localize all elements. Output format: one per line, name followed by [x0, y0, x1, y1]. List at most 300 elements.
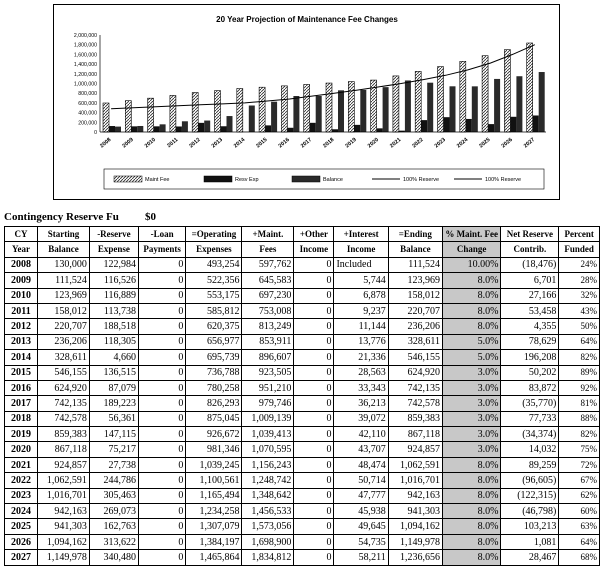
bar-resv-exp	[510, 117, 516, 132]
table-cell: (18,476)	[501, 257, 559, 272]
table-cell: 1,016,701	[38, 488, 90, 503]
table-cell: 130,000	[38, 257, 90, 272]
bar-balance	[516, 76, 522, 132]
bar-balance	[360, 90, 366, 132]
table-cell: 27,738	[89, 457, 138, 472]
bar-resv-exp	[265, 125, 271, 132]
table-cell: 4,660	[89, 350, 138, 365]
table-cell: 21,336	[334, 350, 388, 365]
header-top-10: Net Reserve	[501, 227, 559, 242]
table-cell: 0	[138, 334, 185, 349]
bar-balance	[204, 121, 210, 132]
legend-swatch	[204, 176, 232, 182]
table-cell: 54,735	[334, 534, 388, 549]
table-cell: 42,110	[334, 427, 388, 442]
bar-resv-exp	[198, 123, 204, 132]
x-tick-label: 2020	[367, 137, 380, 149]
bar-resv-exp	[310, 123, 316, 132]
header-bottom-6: Income	[294, 242, 334, 257]
table-cell: (96,605)	[501, 473, 559, 488]
table-cell: 196,208	[501, 350, 559, 365]
table-cell: 736,788	[186, 365, 242, 380]
bar-balance	[182, 121, 188, 132]
table-cell: 220,707	[388, 303, 442, 318]
table-cell: 742,578	[388, 396, 442, 411]
header-top-0: CY	[5, 227, 38, 242]
table-cell: 0	[294, 473, 334, 488]
table-cell: 1,234,258	[186, 504, 242, 519]
x-tick-label: 2015	[255, 137, 268, 149]
bar-resv-exp	[533, 115, 539, 132]
table-cell: 92%	[559, 380, 600, 395]
contingency-value: $0	[145, 211, 156, 223]
table-cell: 597,762	[242, 257, 294, 272]
bar-maint-fee	[326, 83, 332, 132]
header-bottom-10: Contrib.	[501, 242, 559, 257]
table-cell: 188,518	[89, 319, 138, 334]
table-cell: 64%	[559, 534, 600, 549]
y-tick-label: 1,400,000	[74, 62, 97, 68]
table-cell: 3.0%	[442, 380, 500, 395]
table-cell: 0	[138, 365, 185, 380]
table-cell: 340,480	[89, 550, 138, 565]
y-tick-label: 1,600,000	[74, 52, 97, 58]
table-cell: 82%	[559, 427, 600, 442]
table-cell: 28,563	[334, 365, 388, 380]
table-cell: 0	[294, 550, 334, 565]
table-cell: 1,062,591	[388, 457, 442, 472]
bar-maint-fee	[482, 56, 488, 132]
header-bottom-4: Expenses	[186, 242, 242, 257]
bar-balance	[494, 79, 500, 132]
bar-balance	[405, 80, 411, 132]
table-cell: 2011	[5, 303, 38, 318]
table-cell: 328,611	[38, 350, 90, 365]
table-cell: 162,763	[89, 519, 138, 534]
table-cell: 8.0%	[442, 288, 500, 303]
table-cell: 1,307,079	[186, 519, 242, 534]
table-cell: 522,356	[186, 273, 242, 288]
table-cell: 1,070,595	[242, 442, 294, 457]
table-cell: 0	[294, 273, 334, 288]
bar-balance	[115, 127, 121, 132]
table-cell: 1,081	[501, 534, 559, 549]
table-cell: 0	[138, 257, 185, 272]
table-cell: 924,857	[388, 442, 442, 457]
table-cell: 859,383	[38, 427, 90, 442]
x-tick-label: 2018	[322, 137, 335, 149]
header-top-9: % Maint. Fee	[442, 227, 500, 242]
table-cell: 6,878	[334, 288, 388, 303]
table-cell: 1,100,561	[186, 473, 242, 488]
table-cell: 78,629	[501, 334, 559, 349]
table-cell: 45,938	[334, 504, 388, 519]
table-cell: 859,383	[388, 411, 442, 426]
table-cell: 0	[138, 488, 185, 503]
header-top-11: Percent	[559, 227, 600, 242]
table-cell: 0	[294, 504, 334, 519]
table-cell: 0	[294, 488, 334, 503]
table-cell: 981,346	[186, 442, 242, 457]
bar-maint-fee	[281, 86, 287, 132]
table-cell: 0	[294, 411, 334, 426]
table-cell: 742,135	[38, 396, 90, 411]
table-cell: 5.0%	[442, 350, 500, 365]
table-row	[5, 550, 600, 565]
table-row	[5, 396, 600, 411]
x-tick-label: 2017	[300, 137, 313, 149]
table-cell: 48,474	[334, 457, 388, 472]
table-cell: 2022	[5, 473, 38, 488]
table-cell: 269,073	[89, 504, 138, 519]
table-cell: 0	[138, 273, 185, 288]
y-tick-label: 400,000	[78, 111, 97, 117]
table-cell: 1,573,056	[242, 519, 294, 534]
table-row	[5, 319, 600, 334]
table-cell: 951,210	[242, 380, 294, 395]
table-cell: 4,355	[501, 319, 559, 334]
table-cell: 1,149,978	[38, 550, 90, 565]
table-cell: 0	[294, 534, 334, 549]
table-cell: (46,798)	[501, 504, 559, 519]
legend-label: Maint Fee	[145, 177, 169, 183]
table-row	[5, 473, 600, 488]
bar-resv-exp	[377, 128, 383, 132]
table-cell: Included	[334, 257, 388, 272]
x-tick-label: 2014	[233, 136, 247, 149]
bar-balance	[539, 72, 545, 132]
x-tick-label: 2027	[523, 137, 536, 149]
table-cell: 32%	[559, 288, 600, 303]
header-bottom-11: Funded	[559, 242, 600, 257]
chart-title: 20 Year Projection of Maintenance Fee Changes	[216, 15, 398, 24]
table-cell: 89%	[559, 365, 600, 380]
table-cell: 2020	[5, 442, 38, 457]
header-top-3: -Loan	[138, 227, 185, 242]
bar-balance	[427, 83, 433, 132]
table-cell: 13,776	[334, 334, 388, 349]
table-cell: 753,008	[242, 303, 294, 318]
table-cell: 780,258	[186, 380, 242, 395]
table-cell: 1,094,162	[38, 534, 90, 549]
table-cell: 8.0%	[442, 534, 500, 549]
table-cell: 313,622	[89, 534, 138, 549]
table-cell: 1,384,197	[186, 534, 242, 549]
table-cell: 656,977	[186, 334, 242, 349]
x-tick-label: 2013	[211, 137, 224, 149]
table-cell: 64%	[559, 334, 600, 349]
table-cell: 1,009,139	[242, 411, 294, 426]
y-tick-label: 800,000	[78, 91, 97, 97]
table-cell: 2027	[5, 550, 38, 565]
table-cell: 942,163	[388, 488, 442, 503]
bar-maint-fee	[237, 89, 243, 132]
table-row	[5, 488, 600, 503]
legend-label: Balance	[323, 177, 343, 183]
table-cell: 3.0%	[442, 411, 500, 426]
table-cell: 1,039,245	[186, 457, 242, 472]
bar-resv-exp	[466, 119, 472, 132]
header-top-4: =Operating	[186, 227, 242, 242]
table-cell: 0	[294, 319, 334, 334]
table-row	[5, 519, 600, 534]
table-cell: 896,607	[242, 350, 294, 365]
table-row	[5, 303, 600, 318]
table-cell: 0	[138, 303, 185, 318]
y-tick-label: 1,000,000	[74, 82, 97, 88]
bar-balance	[271, 102, 277, 132]
table-cell: 83,872	[501, 380, 559, 395]
table-cell: 553,175	[186, 288, 242, 303]
legend-label: 100% Reserve	[403, 177, 439, 183]
table-cell: 1,156,243	[242, 457, 294, 472]
table-cell: 2014	[5, 350, 38, 365]
table-cell: 8.0%	[442, 273, 500, 288]
table-cell: 14,032	[501, 442, 559, 457]
table-cell: 9,237	[334, 303, 388, 318]
table-row	[5, 288, 600, 303]
table-cell: 2018	[5, 411, 38, 426]
table-cell: 1,094,162	[388, 519, 442, 534]
y-tick-label: 1,200,000	[74, 72, 97, 78]
header-bottom-0: Year	[5, 242, 38, 257]
table-cell: 697,230	[242, 288, 294, 303]
x-tick-label: 2024	[456, 136, 470, 149]
bar-balance	[338, 90, 344, 132]
table-cell: 56,361	[89, 411, 138, 426]
bar-maint-fee	[259, 87, 265, 132]
y-tick-label: 1,800,000	[74, 43, 97, 49]
bar-resv-exp	[154, 126, 160, 132]
header-bottom-8: Balance	[388, 242, 442, 257]
table-cell: 8.0%	[442, 504, 500, 519]
table-cell: 3.0%	[442, 427, 500, 442]
x-tick-label: 2009	[121, 137, 134, 149]
x-tick-label: 2026	[501, 137, 514, 149]
table-cell: 1,465,864	[186, 550, 242, 565]
table-cell: 0	[138, 427, 185, 442]
table-cell: 123,969	[38, 288, 90, 303]
table-cell: 0	[294, 396, 334, 411]
table-cell: 75%	[559, 442, 600, 457]
header-bottom-9: Change	[442, 242, 500, 257]
bar-balance	[383, 87, 389, 132]
table-cell: (122,315)	[501, 488, 559, 503]
projection-table	[4, 226, 600, 566]
table-cell: 1,016,701	[388, 473, 442, 488]
header-row-top	[5, 227, 600, 242]
table-cell: 645,583	[242, 273, 294, 288]
table-cell: 2019	[5, 427, 38, 442]
table-cell: 158,012	[388, 288, 442, 303]
x-tick-label: 2016	[278, 137, 291, 149]
bar-balance	[450, 86, 456, 132]
table-cell: 88%	[559, 411, 600, 426]
bar-maint-fee	[170, 95, 176, 132]
table-cell: 0	[294, 334, 334, 349]
table-cell: 941,303	[388, 504, 442, 519]
table-cell: 28,467	[501, 550, 559, 565]
x-tick-label: 2011	[166, 137, 179, 149]
legend-swatch	[114, 176, 142, 182]
table-cell: 50%	[559, 319, 600, 334]
table-cell: 5.0%	[442, 334, 500, 349]
y-tick-label: 2,000,000	[74, 33, 97, 39]
table-cell: 0	[138, 504, 185, 519]
table-cell: 113,738	[89, 303, 138, 318]
x-tick-label: 2021	[389, 137, 402, 149]
table-cell: 0	[294, 350, 334, 365]
table-cell: 63%	[559, 519, 600, 534]
header-row-bottom	[5, 242, 600, 257]
table-cell: 0	[138, 457, 185, 472]
table-cell: 926,672	[186, 427, 242, 442]
table-cell: 8.0%	[442, 550, 500, 565]
x-tick-label: 2008	[99, 137, 112, 149]
bar-resv-exp	[109, 126, 115, 132]
table-cell: 305,463	[89, 488, 138, 503]
table-cell: 0	[138, 519, 185, 534]
header-top-6: +Other	[294, 227, 334, 242]
table-cell: 8.0%	[442, 457, 500, 472]
table-cell: 236,206	[388, 319, 442, 334]
header-bottom-5: Fees	[242, 242, 294, 257]
y-tick-label: 200,000	[78, 120, 97, 126]
table-cell: 867,118	[388, 427, 442, 442]
table-cell: 867,118	[38, 442, 90, 457]
table-cell: 58,211	[334, 550, 388, 565]
bar-balance	[293, 96, 299, 132]
table-cell: 50,714	[334, 473, 388, 488]
table-cell: 0	[294, 288, 334, 303]
header-bottom-7: Income	[334, 242, 388, 257]
table-cell: 979,746	[242, 396, 294, 411]
bar-resv-exp	[287, 128, 293, 132]
bar-resv-exp	[444, 117, 450, 132]
table-cell: 11,144	[334, 319, 388, 334]
table-cell: 24%	[559, 257, 600, 272]
table-cell: 136,515	[89, 365, 138, 380]
table-cell: 123,969	[388, 273, 442, 288]
table-row	[5, 350, 600, 365]
table-cell: 0	[294, 365, 334, 380]
table-row	[5, 504, 600, 519]
header-top-8: =Ending	[388, 227, 442, 242]
table-cell: 2026	[5, 534, 38, 549]
table-cell: 2008	[5, 257, 38, 272]
table-cell: 2013	[5, 334, 38, 349]
table-cell: 8.0%	[442, 473, 500, 488]
table-cell: 813,249	[242, 319, 294, 334]
table-cell: 244,786	[89, 473, 138, 488]
table-cell: 941,303	[38, 519, 90, 534]
table-cell: (34,374)	[501, 427, 559, 442]
bar-maint-fee	[504, 50, 510, 132]
table-cell: 39,072	[334, 411, 388, 426]
table-cell: 68%	[559, 550, 600, 565]
table-cell: 546,155	[388, 350, 442, 365]
bar-balance	[137, 126, 143, 132]
table-cell: 0	[138, 473, 185, 488]
table-cell: 1,149,978	[388, 534, 442, 549]
table-cell: 103,213	[501, 519, 559, 534]
table-cell: 0	[138, 319, 185, 334]
bar-maint-fee	[527, 43, 533, 132]
table-cell: 72%	[559, 457, 600, 472]
table-cell: 2010	[5, 288, 38, 303]
table-cell: 1,834,812	[242, 550, 294, 565]
table-row	[5, 457, 600, 472]
table-cell: 2021	[5, 457, 38, 472]
legend-swatch	[292, 176, 320, 182]
table-cell: 826,293	[186, 396, 242, 411]
table-cell: 0	[294, 303, 334, 318]
table-cell: 43,707	[334, 442, 388, 457]
x-tick-label: 2023	[434, 137, 447, 149]
table-cell: 0	[138, 550, 185, 565]
table-cell: 8.0%	[442, 519, 500, 534]
table-cell: 624,920	[38, 380, 90, 395]
table-cell: 49,645	[334, 519, 388, 534]
table-cell: 87,079	[89, 380, 138, 395]
table-cell: 43%	[559, 303, 600, 318]
table-cell: 0	[138, 534, 185, 549]
table-cell: 2025	[5, 519, 38, 534]
bar-maint-fee	[103, 103, 109, 132]
bar-resv-exp	[332, 129, 338, 132]
x-tick-label: 2012	[188, 137, 201, 149]
header-top-2: -Reserve	[89, 227, 138, 242]
table-cell: 0	[138, 442, 185, 457]
bar-balance	[249, 106, 255, 132]
table-cell: 546,155	[38, 365, 90, 380]
table-cell: 585,812	[186, 303, 242, 318]
table-cell: 1,456,533	[242, 504, 294, 519]
bar-balance	[227, 116, 233, 132]
table-cell: 8.0%	[442, 319, 500, 334]
table-cell: 0	[294, 519, 334, 534]
table-row	[5, 442, 600, 457]
x-tick-label: 2022	[411, 137, 424, 149]
header-bottom-1: Balance	[38, 242, 90, 257]
table-cell: 60%	[559, 504, 600, 519]
contingency-label: Contingency Reserve Fu	[4, 211, 119, 223]
table-cell: 3.0%	[442, 396, 500, 411]
table-cell: 236,206	[38, 334, 90, 349]
table-cell: 0	[138, 288, 185, 303]
y-tick-label: 0	[94, 130, 97, 136]
legend-label: 100% Reserve	[485, 177, 521, 183]
bar-maint-fee	[125, 101, 131, 132]
table-cell: 1,698,900	[242, 534, 294, 549]
table-cell: 116,889	[89, 288, 138, 303]
table-cell: 122,984	[89, 257, 138, 272]
table-cell: 493,254	[186, 257, 242, 272]
table-cell: 1,062,591	[38, 473, 90, 488]
x-tick-label: 2025	[478, 137, 491, 149]
table-cell: 1,165,494	[186, 488, 242, 503]
table-row	[5, 334, 600, 349]
table-cell: 0	[294, 257, 334, 272]
table-cell: 0	[138, 396, 185, 411]
legend-label: Resv Exp	[235, 177, 259, 183]
table-cell: 189,223	[89, 396, 138, 411]
table-cell: 742,578	[38, 411, 90, 426]
table-cell: 27,166	[501, 288, 559, 303]
table-cell: 50,202	[501, 365, 559, 380]
table-cell: 695,739	[186, 350, 242, 365]
table-cell: 0	[294, 380, 334, 395]
